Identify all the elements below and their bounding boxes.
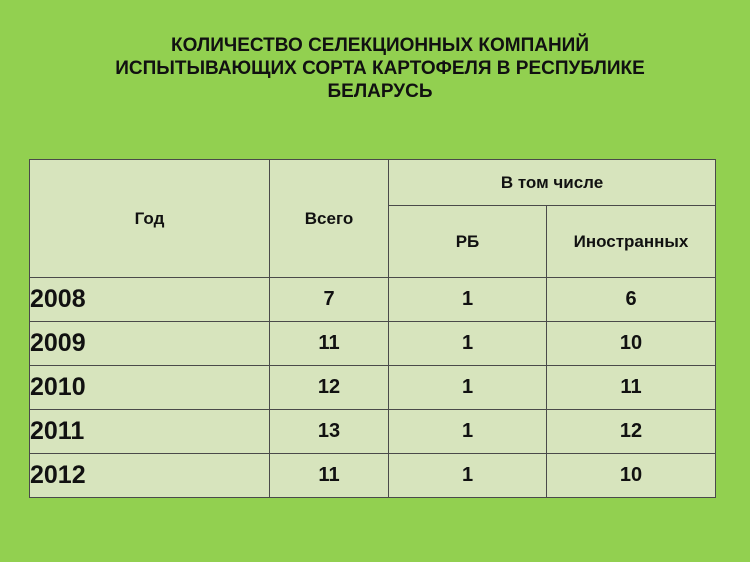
title-line-3: БЕЛАРУСЬ (327, 81, 433, 102)
companies-table (29, 159, 716, 498)
total-cell: 11 (270, 322, 389, 366)
title-line-1: КОЛИЧЕСТВО СЕЛЕКЦИОННЫХ КОМПАНИЙ (171, 35, 589, 56)
total-cell: 7 (270, 278, 389, 322)
foreign-cell: 10 (547, 454, 716, 498)
header-foreign: Иностранных (547, 206, 716, 278)
total-cell: 11 (270, 454, 389, 498)
table-row (30, 322, 716, 366)
header-rb: РБ (389, 206, 547, 278)
year-cell: 2009 (30, 322, 270, 366)
year-cell: 2010 (30, 366, 270, 410)
rb-cell: 1 (389, 366, 547, 410)
header-including: В том числе (389, 160, 716, 206)
total-cell: 13 (270, 410, 389, 454)
table-row (30, 410, 716, 454)
foreign-cell: 6 (547, 278, 716, 322)
rb-cell: 1 (389, 454, 547, 498)
table-row (30, 278, 716, 322)
foreign-cell: 12 (547, 410, 716, 454)
year-cell: 2012 (30, 454, 270, 498)
title-line-2: ИСПЫТЫВАЮЩИХ СОРТА КАРТОФЕЛЯ В РЕСПУБЛИКЕ (115, 58, 645, 79)
slide-title (60, 34, 700, 103)
rb-cell: 1 (389, 278, 547, 322)
total-cell: 12 (270, 366, 389, 410)
header-year: Год (30, 160, 270, 278)
foreign-cell: 10 (547, 322, 716, 366)
header-total: Всего (270, 160, 389, 278)
rb-cell: 1 (389, 322, 547, 366)
year-cell: 2011 (30, 410, 270, 454)
rb-cell: 1 (389, 410, 547, 454)
table-row (30, 454, 716, 498)
year-cell: 2008 (30, 278, 270, 322)
foreign-cell: 11 (547, 366, 716, 410)
table-row (30, 366, 716, 410)
